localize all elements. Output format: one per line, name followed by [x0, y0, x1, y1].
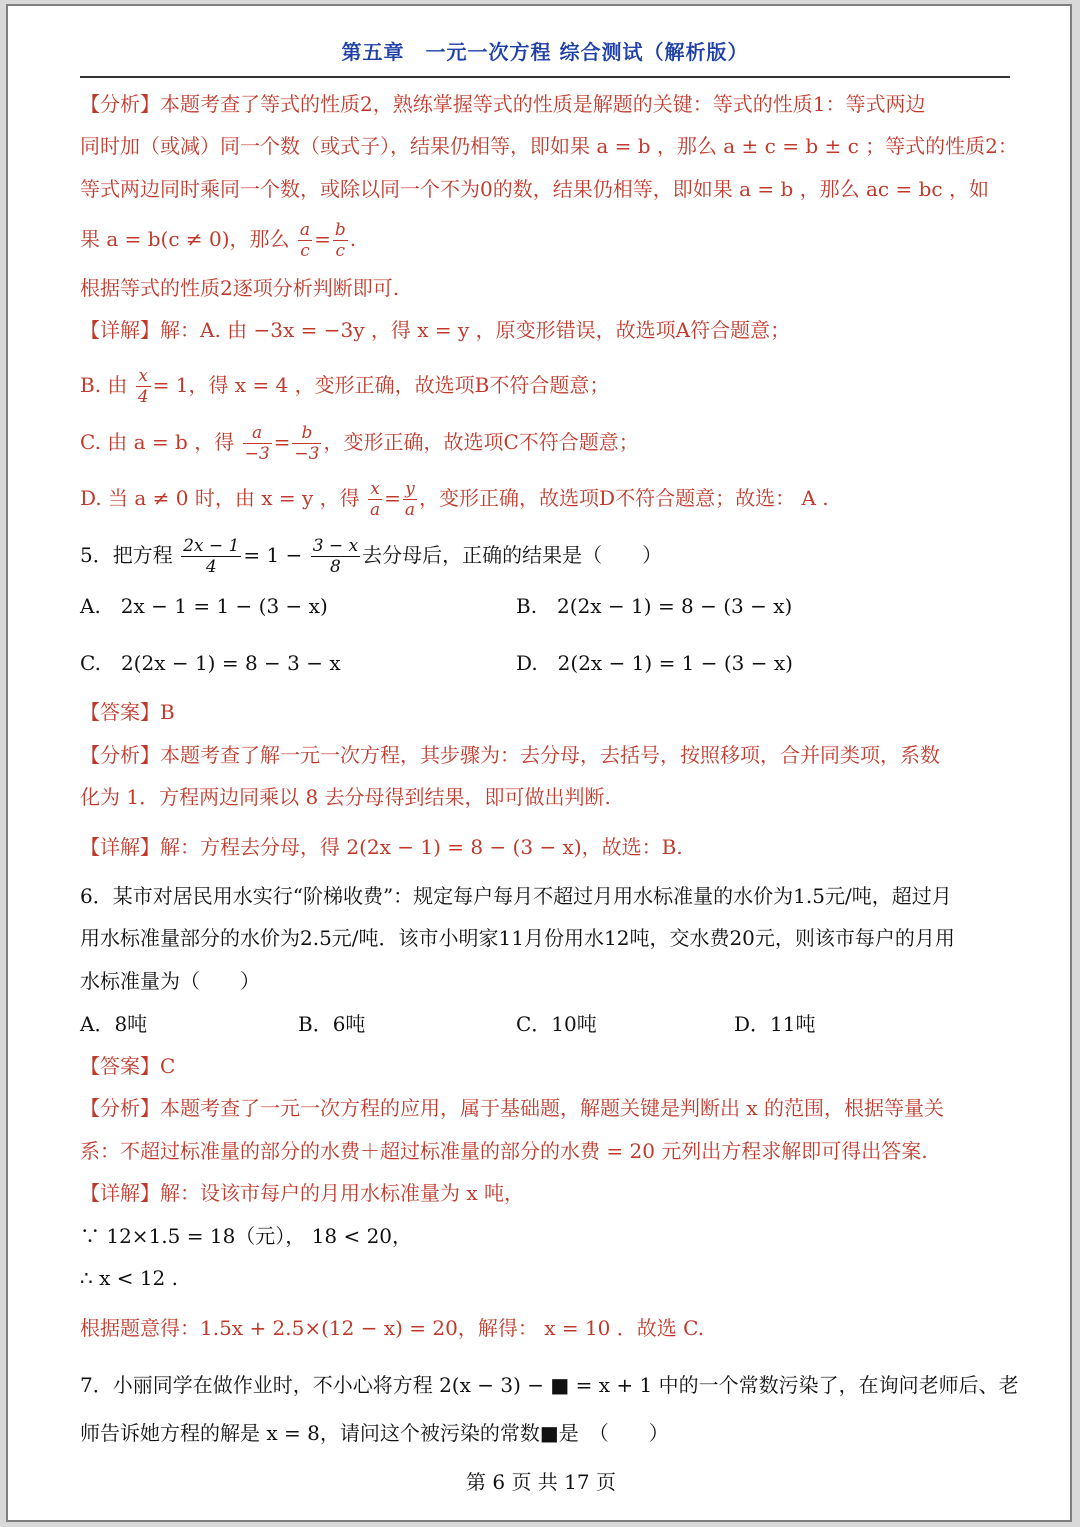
q4-detail-c: C. 由 a = b ，得 $\frac{a}{-3}$ = $\frac{b}{-3}$ ，变形正确，故选项C不符合题意； — [80, 423, 639, 464]
q6-option-d: D．11吨 — [734, 1012, 816, 1036]
q6-stem-line-1: 6．某市对居民用水实行“阶梯收费”：规定每户每月不超过月用水标准量的水价为1.5元/吨，超过月 — [80, 884, 952, 908]
q6-answer: 【答案】C — [80, 1054, 176, 1078]
q6-analysis-line-1: 【分析】本题考查了一元一次方程的应用，属于基础题，解题关键是判断出 x 的范围，根据等量关 — [80, 1096, 944, 1120]
q6-detail-line-2: ∵ 12×1.5 = 18（元）， 18 < 20， — [80, 1224, 413, 1248]
q4-analysis-line-3: 等式两边同时乘同一个数，或除以同一个不为0的数，结果仍相等，即如果 a = b ，那么 ac = bc ，如 — [80, 177, 989, 201]
q7-stem-line-1: 7．小丽同学在做作业时，不小心将方程 2(x − 3) − ■ = x + 1 中的一个常数污染了，在询问老师后、老 — [80, 1373, 1019, 1397]
q5-option-d: D. 2(2x − 1) = 1 − (3 − x) — [516, 651, 793, 675]
q4-analysis-line-2: 同时加（或减）同一个数（或式子），结果仍相等，即如果 a = b ，那么 a ± c = b ± c ；等式的性质2： — [80, 134, 1018, 158]
fraction-x-over-4: $\frac{x}{4}$ — [137, 366, 149, 407]
q4-analysis-line-4: 果 a = b(c ≠ 0)，那么 $\frac{a}{c}$ = $\frac{b}{c}$ . — [80, 220, 357, 261]
q6-option-c: C．10吨 — [516, 1012, 597, 1036]
q6-detail-line-4: 根据题意得：1.5x + 2.5×(12 − x) = 20，解得： x = 10 ．故选 C. — [80, 1316, 705, 1340]
q5-option-b: B. 2(2x − 1) = 8 − (3 − x) — [516, 594, 793, 618]
q4-analysis-line-4-pre: 果 a = b(c ≠ 0)，那么 — [80, 227, 290, 251]
q6-option-a: A．8吨 — [80, 1012, 148, 1036]
q5-option-c: C. 2(2x − 1) = 8 − 3 − x — [80, 651, 341, 675]
fraction-a-over-c: $\frac{a}{c}$ — [299, 220, 311, 261]
fraction-a-over-neg3: $\frac{a}{-3}$ — [244, 423, 270, 464]
q4-analysis-line-5: 根据等式的性质2逐项分析判断即可. — [80, 276, 400, 300]
q7-stem-line-2: 师告诉她方程的解是 x = 8，请问这个被污染的常数■是 （ ） — [80, 1421, 669, 1445]
q5-detail: 【详解】解：方程去分母，得 2(2x − 1) = 8 − (3 − x)，故选：B. — [80, 835, 683, 859]
q5-analysis-line-2: 化为 1．方程两边同乘以 8 去分母得到结果，即可做出判断. — [80, 785, 611, 809]
q6-detail-line-1: 【详解】解：设该市每户的月用水标准量为 x 吨， — [80, 1181, 524, 1205]
q4-analysis-line-1: 【分析】本题考查了等式的性质2，熟练掌握等式的性质是解题的关键：等式的性质1：等式两边 — [80, 92, 926, 116]
q4-detail-b: B. 由 $\frac{x}{4}$ = 1，得 x = 4 ，变形正确，故选项B不符合题意； — [80, 366, 610, 407]
fraction-x-over-a: $\frac{x}{a}$ — [370, 479, 381, 520]
q4-detail-d: D. 当 a ≠ 0 时，由 x = y ，得 $\frac{x}{a}$ = $\frac{y}{a}$ ，变形正确，故选项D不符合题意；故选： A . — [80, 479, 829, 520]
q6-analysis-line-2: 系：不超过标准量的部分的水费＋超过标准量的部分的水费 = 20 元列出方程求解即可得出答案. — [80, 1139, 928, 1163]
fraction-y-over-a: $\frac{y}{a}$ — [404, 479, 416, 520]
q6-option-b: B．6吨 — [298, 1012, 366, 1036]
q6-detail-line-3: ∴ x < 12 . — [80, 1266, 178, 1290]
fraction-b-over-neg3: $\frac{b}{-3}$ — [294, 423, 320, 464]
q5-stem: 5．把方程 $\frac{2x - 1}{4}$ = 1 − $\frac{3 - x}{8}$ 去分母后，正确的结果是（ ） — [80, 536, 663, 577]
q5-analysis-line-1: 【分析】本题考查了解一元一次方程，其步骤为：去分母，去括号，按照移项，合并同类项，系数 — [80, 743, 940, 767]
fraction-b-over-c: $\frac{b}{c}$ — [334, 220, 346, 261]
fraction-3-x-over-8: $\frac{3 - x}{8}$ — [312, 536, 359, 577]
fraction-2x-1-over-4: $\frac{2x - 1}{4}$ — [183, 536, 240, 577]
page-title: 第五章 一元一次方程 综合测试（解析版） — [341, 40, 749, 64]
document-page — [6, 4, 1072, 1522]
q6-stem-line-2: 用水标准量部分的水价为2.5元/吨．该市小明家11月份用水12吨，交水费20元，则该市每户的月用 — [80, 926, 955, 950]
q5-option-a: A. 2x − 1 = 1 − (3 − x) — [80, 594, 328, 618]
q5-answer: 【答案】B — [80, 700, 175, 724]
page-number: 第 6 页 共 17 页 — [466, 1470, 616, 1494]
q6-stem-line-3: 水标准量为（ ） — [80, 969, 260, 993]
q4-detail-a: 【详解】解：A. 由 −3x = −3y ，得 x = y ，原变形错误，故选项A符合题意； — [80, 318, 791, 342]
header-divider — [80, 76, 1010, 78]
